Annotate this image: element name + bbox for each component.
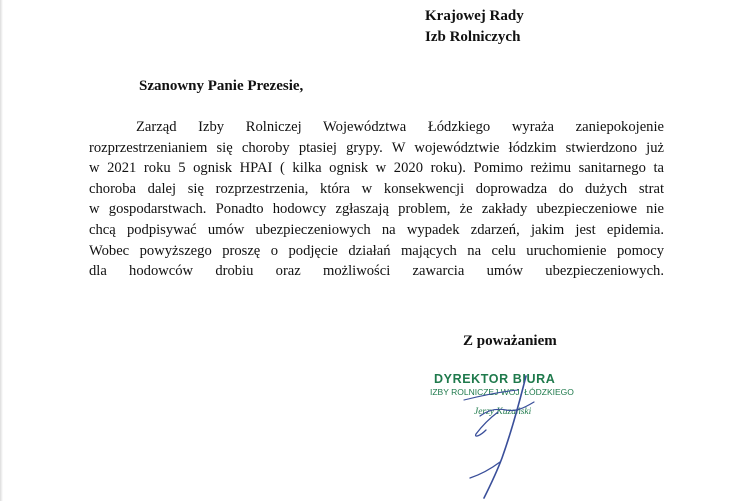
scan-edge-shadow [0, 0, 3, 501]
recipient-block [425, 6, 524, 48]
body-line-6: chcą podpisywać umów ubezpieczeniowych na wypadek zdarzeń, jakim jest epidemia. [89, 221, 664, 238]
letter-body [89, 117, 664, 282]
body-line-5: w gospodarstwach. Ponadto hodowcy zgłaszają problem, że zakłady ubezpieczeniowe nie [89, 201, 664, 218]
recipient-line-2: Izb Rolniczych [425, 29, 521, 45]
body-line-1: Zarząd Izby Rolniczej Województwa Łódzkiego wyraża zaniepokojenie [136, 119, 664, 135]
stamp-organization: IZBY ROLNICZEJ WOJ. ŁÓDZKIEGO [430, 387, 574, 397]
body-line-8: dla hodowców drobiu oraz możliwości zawarcia umów ubezpieczeniowych. [89, 263, 664, 280]
closing-phrase: Z poważaniem [463, 333, 557, 349]
recipient-line-1: Krajowej Rady [425, 8, 524, 24]
stamp-name: Jerzy Kuzański [474, 407, 532, 417]
salutation: Szanowny Panie Prezesie, [139, 78, 304, 94]
body-line-3: w 2021 roku 5 ognisk HPAI ( kilka ognisk w 2020 roku). Pomimo reżimu sanitarnego ta [89, 160, 664, 177]
body-line-4: choroba dalej się rozprzestrzenia, która w konsekwencji doprowadza do dużych strat [89, 180, 664, 197]
body-line-7: Wobec powyższego proszę o podjęcie działań mających na celu uruchomienie pomocy [89, 242, 664, 259]
official-stamp [430, 372, 600, 417]
body-line-2: rozprzestrzenianiem się choroby ptasiej grypy. W województwie łódzkim stwierdzono już [89, 139, 664, 156]
stamp-title: DYREKTOR BIURA [434, 372, 556, 386]
